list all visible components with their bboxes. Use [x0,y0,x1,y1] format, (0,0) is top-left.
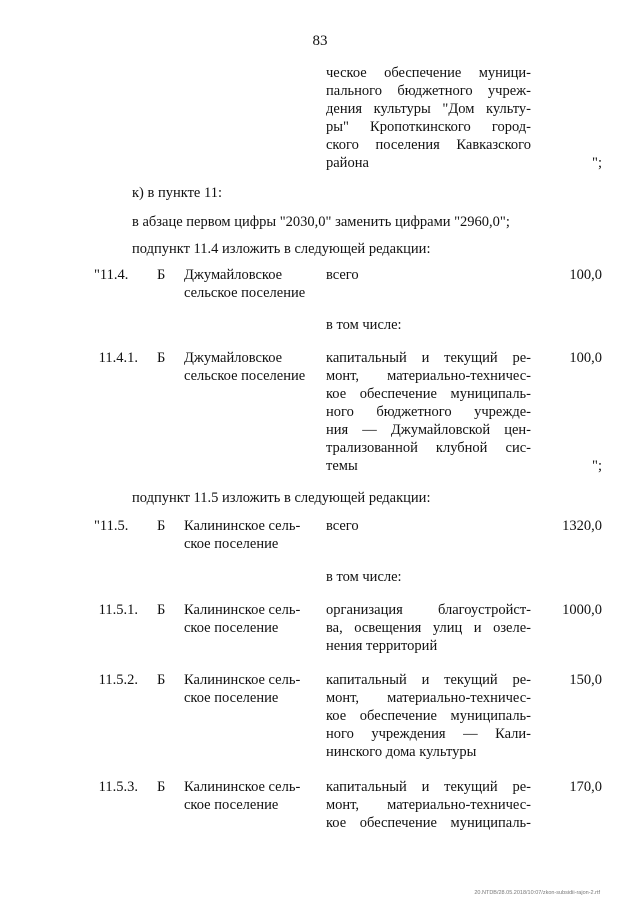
text-line: Джумайловское [184,267,283,283]
text-line: Калининское сель- [184,518,301,534]
text-line: ва, освещения улиц и озеле- [326,620,531,636]
text-line: ское поселение [184,536,279,552]
text-line: Калининское сель- [184,602,301,618]
row-description [326,517,531,535]
text-line: всего [326,518,359,534]
row-amount: 170,0 [569,779,602,795]
row-amount: 1000,0 [562,602,602,618]
row-description [326,601,531,655]
text-line: капитальный и текущий ре- [326,672,531,688]
row-number: 11.5.2. [98,672,138,688]
row-description [326,778,531,832]
row-recipient [184,671,316,707]
continuation-text [326,64,531,172]
text-line: трализованной клубной сис- [326,440,531,456]
paragraph-replace-figures: в абзаце первом цифры "2030,0" заменить цифрами "2960,0"; [132,214,510,230]
text-line: монт, материально-техничес- [326,690,531,706]
text-line: сельское поселение [184,368,306,384]
text-line: кое обеспечение муниципаль- [326,386,531,402]
text-line: пального бюджетного учреж- [326,83,531,99]
text-line: ское поселение [184,797,279,813]
row-recipient [184,517,316,553]
text-line: всего [326,267,359,283]
row-amount: 100,0 [569,350,602,366]
row-amount: 100,0 [569,267,602,283]
text-line: организация благоустройст- [326,602,531,618]
row-recipient [184,778,316,814]
text-line: кое обеспечение муниципаль- [326,708,531,724]
text-line: ское поселение [184,620,279,636]
row-category: Б [157,267,166,283]
row-number: 11.4.1. [98,350,138,366]
row-amount: 150,0 [569,672,602,688]
including-label: в том числе: [326,569,402,585]
text-line: Калининское сель- [184,779,301,795]
row-category: Б [157,602,166,618]
row-description [326,349,531,475]
row-amount: 1320,0 [562,518,602,534]
text-line: ного бюджетного учрежде- [326,404,531,420]
page-number: 83 [312,33,328,49]
text-line: ческое обеспечение муници- [326,65,531,81]
text-line: ры" Кропоткинского город- [326,119,531,135]
text-line: дения культуры "Дом культу- [326,101,531,117]
text-line: монт, материально-техничес- [326,368,531,384]
row-number: "11.5. [94,518,129,534]
closing-quote: "; [592,155,602,171]
text-line: капитальный и текущий ре- [326,779,531,795]
text-line: нения территорий [326,638,438,654]
row-recipient [184,349,316,385]
text-line: ское поселение [184,690,279,706]
text-line: ского поселения Кавказского [326,137,531,153]
row-description [326,671,531,761]
row-category: Б [157,518,166,534]
row-description [326,266,531,284]
paragraph-subitem-11-4: подпункт 11.4 изложить в следующей редакции: [132,241,431,257]
text-line: ния — Джумайловской цен- [326,422,531,438]
row-number: 11.5.3. [98,779,138,795]
row-category: Б [157,779,166,795]
text-line: ного учреждения — Кали- [326,726,531,742]
paragraph-item-k: к) в пункте 11: [132,185,222,201]
text-line: Джумайловское [184,350,283,366]
including-label: в том числе: [326,317,402,333]
text-line: кое обеспечение муниципаль- [326,815,531,831]
paragraph-subitem-11-5: подпункт 11.5 изложить в следующей редакции: [132,490,431,506]
row-number: "11.4. [94,267,129,283]
text-line: района [326,155,369,171]
closing-quote: "; [592,458,602,474]
row-recipient [184,266,316,302]
row-number: 11.5.1. [98,602,138,618]
text-line: сельское поселение [184,285,306,301]
text-line: монт, материально-техничес- [326,797,531,813]
text-line: Калининское сель- [184,672,301,688]
row-category: Б [157,350,166,366]
text-line: капитальный и текущий ре- [326,350,531,366]
row-category: Б [157,672,166,688]
document-footer: 20.NTDB/28.05.2018/10:07/zkon-subsidii-rajon-2.rtf [474,890,600,896]
text-line: темы [326,458,358,474]
text-line: нинского дома культуры [326,744,477,760]
row-recipient [184,601,316,637]
